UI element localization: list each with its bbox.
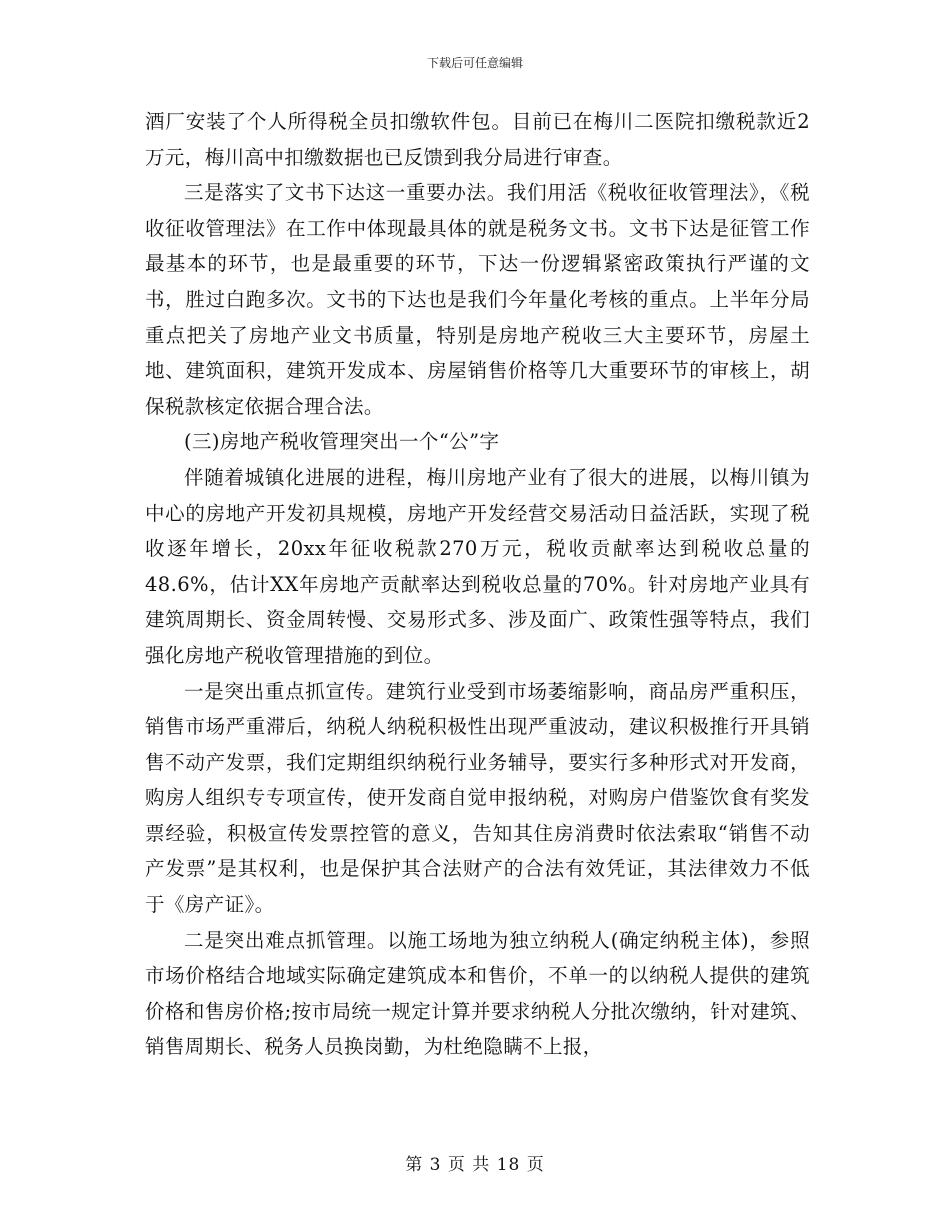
paragraph-management: 二是突出难点抓管理。以施工场地为独立纳税人(确定纳税主体)，参照市场价格结合地域实际确定建筑成本和售价，不单一的以纳税人提供的建筑价格和售房价格;按市局统一规定计算并要求纳税人分批次缴纳，针对建筑、销售周期长、税务人员换岗勤，为杜绝隐瞒不上报， [145, 928, 810, 1059]
paragraph-publicity: 一是突出重点抓宣传。建筑行业受到市场萎缩影响，商品房严重积压，销售市场严重滞后，纳税人纳税积极性出现严重波动，建议积极推行开具销售不动产发票，我们定期组织纳税行业务辅导，要实行多种形式对开发商，购房人组织专专项宣传，使开发商自觉申报纳税，对购房户借鉴饮食有奖发票经验，积极宣传发票控管的意义，告知其住房消费时依法索取“销售不动产发票”是其权利，也是保护其合法财产的合法有效凭证，其法律效力不低于《房产证》。 [145, 679, 810, 917]
paragraph-document-delivery: 三是落实了文书下达这一重要办法。我们用活《税收征收管理法》，《税收征收管理法》在工作中体现最具体的就是税务文书。文书下达是征管工作最基本的环节，也是最重要的环节，下达一份逻辑紧密政策执行严谨的文书，胜过白跑多次。文书的下达也是我们今年量化考核的重点。上半年分局重点把关了房地产业文书质量，特别是房地产税收三大主要环节，房屋土地、建筑面积，建筑开发成本、房屋销售价格等几大重要环节的审核上，胡保税款核定依据合理合法。 [145, 181, 810, 418]
paragraph-real-estate-overview: 伴随着城镇化进展的进程，梅川房地产业有了很大的进展，以梅川镇为中心的房地产开发初具规模，房地产开发经营交易活动日益活跃，实现了税收逐年增长，20xx年征收税款270万元，税收贡献率达到税收总量的48.6%，估计XX年房地产贡献率达到税收总量的70%。针对房地产业具有建筑周期长、资金周转慢、交易形式多、涉及面广、政策性强等特点，我们强化房地产税收管理措施的到位。 [145, 465, 810, 667]
section-heading-real-estate: (三)房地产税收管理突出一个“公”字 [184, 430, 500, 454]
document-body [145, 104, 810, 1065]
page-header-note: 下载后可任意编辑 [426, 56, 523, 70]
paragraph-continuation: 酒厂安装了个人所得税全员扣缴软件包。目前已在梅川二医院扣缴税款近2万元，梅川高中扣缴数据也已反馈到我分局进行审查。 [145, 110, 810, 169]
page-number: 第 3 页 共 18 页 [405, 1155, 545, 1175]
